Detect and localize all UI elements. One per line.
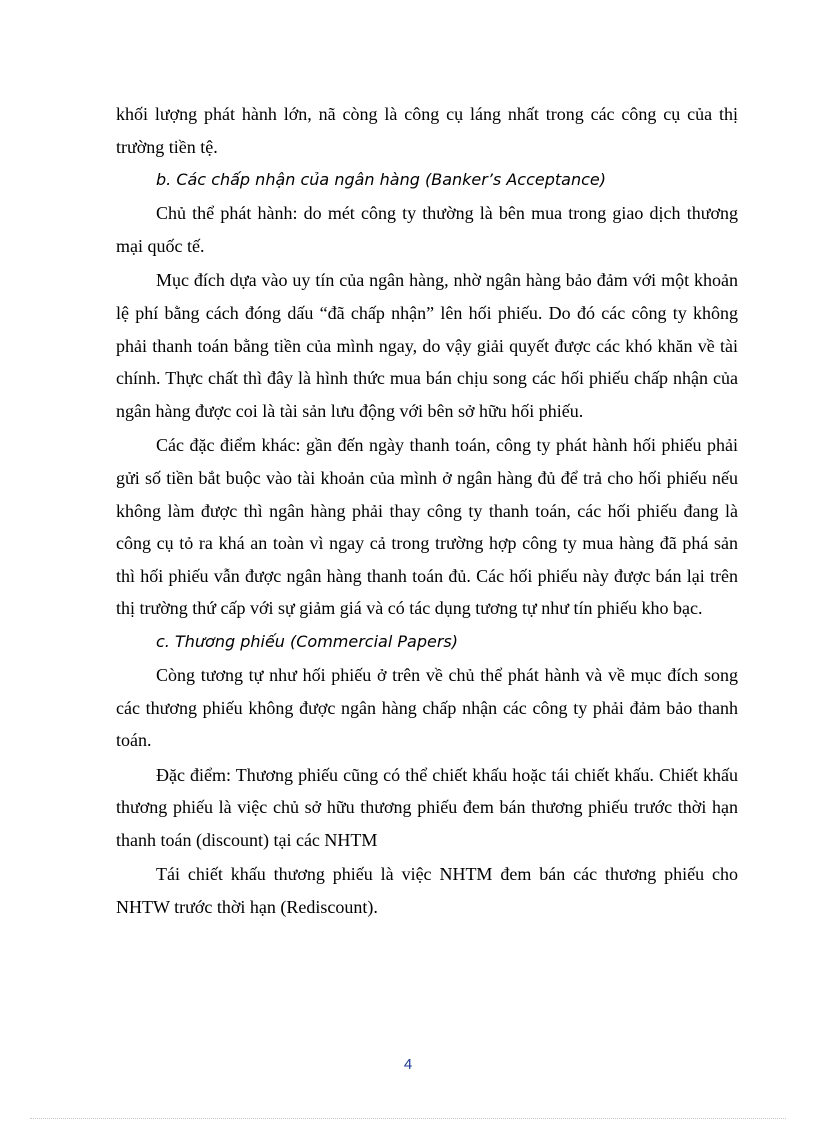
paragraph-4: Các đặc điểm khác: gần đến ngày thanh toán, công ty phát hành hối phiếu phải gửi số tiền bắt buộc vào tài khoản của mình ở ngân hàng đủ để trả cho hối phiếu nếu không làm được thì ngân hàng phải thay công ty thanh toán, các hối phiếu đang là công cụ tỏ ra khá an toàn vì ngay cả trong trường hợp công ty mua hàng đã phá sản thì hối phiếu vẫn được ngân hàng thanh toán đủ. Các hối phiếu này được bán lại trên thị trường thứ cấp với sự giảm giá và có tác dụng tương tự như tín phiếu kho bạc. (116, 435, 738, 619)
paragraph-6: Đặc điểm: Thương phiếu cũng có thể chiết khấu hoặc tái chiết khấu. Chiết khấu thương phiếu là việc chủ sở hữu thương phiếu đem bán thương phiếu trước thời hạn thanh toán (discount) tại các NHTM (116, 764, 738, 850)
paragraph-5: Còng tương tự như hối phiếu ở trên về chủ thể phát hành và về mục đích song các thương phiếu không được ngân hàng chấp nhận các công ty phải đảm bảo thanh toán. (116, 664, 738, 751)
paragraph-2: Chủ thể phát hành: do mét công ty thường là bên mua trong giao dịch thương mại quốc tế. (116, 203, 738, 256)
page-bottom-divider (30, 1118, 786, 1119)
page-number: 4 (403, 1056, 413, 1073)
paragraph-7: Tái chiết khấu thương phiếu là việc NHTM đem bán các thương phiếu cho NHTW trước thời hạn (Rediscount). (116, 864, 738, 918)
section-heading-b: b. Các chấp nhận của ngân hàng (Banker’s Acceptance) (156, 170, 606, 190)
paragraph-3: Mục đích dựa vào uy tín của ngân hàng, nhờ ngân hàng bảo đảm với một khoản lệ phí bằng cách đóng dấu “đã chấp nhận” lên hối phiếu. Do đó các công ty không phải thanh toán bằng tiền của mình ngay, do vậy giải quyết được các khó khăn về tài chính. Thực chất thì đây là hình thức mua bán chịu song các hối phiếu chấp nhận của ngân hàng được coi là tài sản lưu động với bên sở hữu hối phiếu. (116, 270, 738, 421)
paragraph-1: khối lượng phát hành lớn, nã còng là công cụ láng nhất trong các công cụ của thị trường tiền tệ. (116, 104, 738, 157)
section-heading-c: c. Thương phiếu (Commercial Papers) (156, 631, 458, 651)
page-body (116, 98, 738, 924)
